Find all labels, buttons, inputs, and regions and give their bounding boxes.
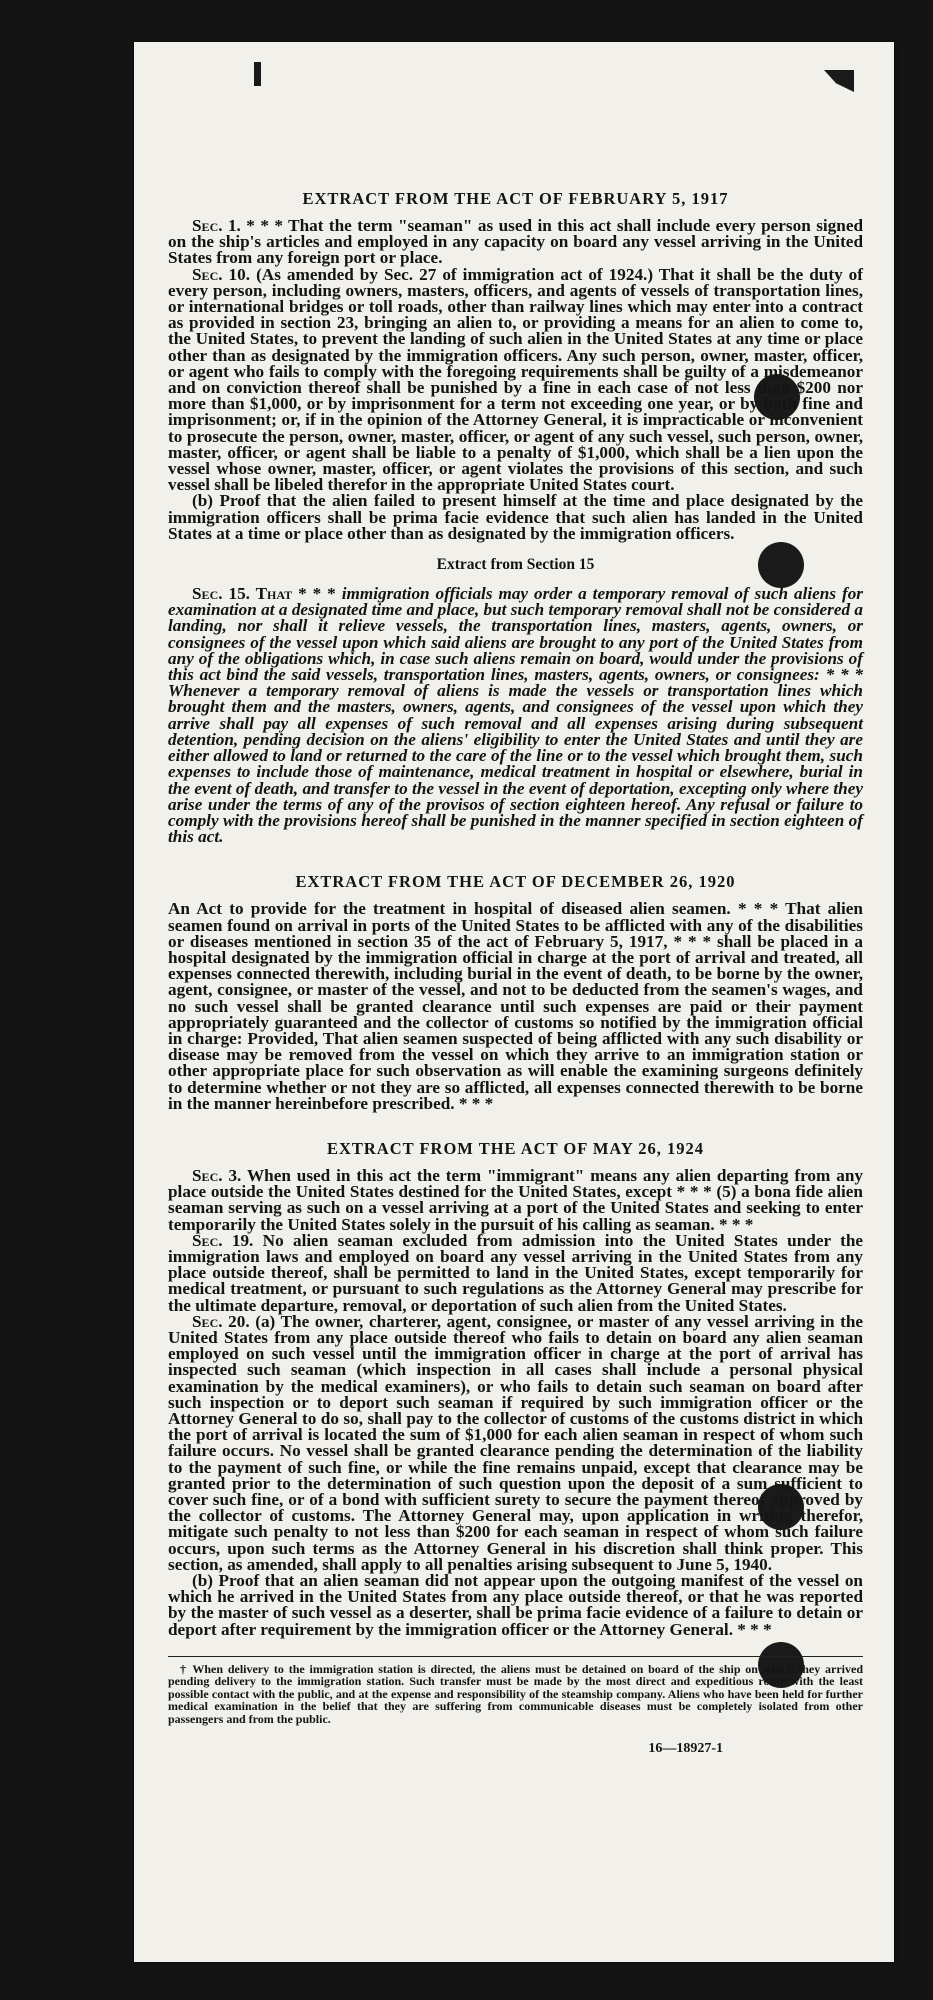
- document-body: [168, 142, 863, 1757]
- sec3-label: Sec. 3.: [192, 1165, 242, 1185]
- paragraph-sec19: [168, 1230, 864, 1315]
- scan-mark-top-right: [824, 70, 854, 92]
- sec1-text: That the term "seaman" as used in this act shall include every person signed on the ship's articles and employed in any capacity on board any vessel arriving in the United States from any foreign port or place.: [168, 216, 864, 268]
- heading-section-15: Extract from Section 15: [436, 556, 595, 574]
- sec19-text: No alien seaman excluded from admission into the United States under the immigration laws and employed on board any vessel arriving in the United States from any place outside thereof, shall be permitted to land in the United States, except temporarily for medical treatment, or pursuant to such regulations as the Attorney General may prescribe for the ultimate departure, removal, or deportation of such alien from the United States.: [168, 1230, 864, 1315]
- paragraph-sec10b: (b) Proof that the alien failed to present himself at the time and place designated by the immigration officers shall be prima facie evidence that such alien has landed in the United States at a time or place other than as designated by the immigration officers.: [168, 491, 863, 543]
- heading-act-1920: EXTRACT FROM THE ACT OF DECEMBER 26, 1920: [295, 872, 736, 892]
- sec19-label: Sec. 19.: [192, 1230, 254, 1250]
- heading-act-1917: EXTRACT FROM THE ACT OF FEBRUARY 5, 1917: [302, 189, 729, 208]
- paragraph-sec20b: (b) Proof that an alien seaman did not appear upon the outgoing manifest of the vessel on which he arrived in the United States from any place outside thereof, or that he was reported by the master of such vessel as a deserter, shall be prima facie evidence of a failure to detain or deport after requirement by the immigration officer or the Attorney General. * * *: [168, 1571, 863, 1639]
- heading-act-1924: EXTRACT FROM THE ACT OF MAY 26, 1924: [326, 1138, 705, 1158]
- sec1-label: Sec. 1. * * *: [192, 216, 283, 235]
- paragraph-sec3: [168, 1165, 863, 1234]
- sec15-label: Sec. 15. That * * *: [192, 584, 336, 604]
- form-code: 16—18927-1: [648, 1741, 723, 1757]
- paragraph-sec15: [168, 586, 863, 845]
- paragraph-sec1: [168, 218, 863, 267]
- scan-mark-top-left: [254, 62, 261, 86]
- sec15-text: immigration officials may order a temporary removal of such aliens for examination at a designated time and place, but such temporary removal shall not be considered a landing, nor shall it relieve vessels, the transportation lines, masters, agents, owners, or consignees of the vessel upon which said aliens are brought to any port of the United States from any of the obligations which, in case such aliens remain on board, would under the provisions of this act bind the said vessels, transportation lines, masters, agents, owners, or consignees: * * * Whenever a temporary removal of aliens is made the vessels or transportation lines which brought them and the masters, owners, agents, and consignees of the vessel upon which they arrive shall pay all expenses of such removal and all expenses arising during subsequent detention, pending decision on the aliens' eligibility to enter the United States and until they are either allowed to land or returned to the care of the line or to the vessel which brought them, such expenses to include those of maintenance, medical treatment in hospital or elsewhere, burial in the event of death, and transfer to the vessel in the event of deportation, excepting only where they arise under the terms of any of the provisos of section eighteen hereof. Any refusal or failure to comply with the provisions hereof shall be punished in the manner specified in section eighteen of this act.: [168, 584, 863, 847]
- footnote-divider: [168, 1656, 863, 1657]
- paragraph-sec10: [168, 264, 864, 495]
- paragraph-sec20: [168, 1311, 864, 1574]
- footnote: † When delivery to the immigration station is directed, the aliens must be detained on board of the ship on which they arrived pending delivery to the immigration station. Such transfer must be made by the most direct and expeditious route with the least possible contact with the public, and at the expense and responsibility of the steamship company. Aliens who have been held for further medical examination in the belief that they are suffering from communicable diseases must be completely isolated from other passengers and from the public.: [168, 1661, 863, 1726]
- sec3-text: When used in this act the term "immigrant" means any alien departing from any place outside the United States destined for the United States, except * * * (5) a bona fide alien seaman serving as such on a vessel arriving at a port of the United States and seeking to enter temporarily the United States solely in the pursuit of his calling as seaman. * * *: [168, 1165, 863, 1234]
- document-page: [134, 42, 894, 1962]
- paragraph-act-1920: An Act to provide for the treatment in hospital of diseased alien seamen. * * * That alien seamen found on arrival in ports of the United States to be afflicted with any of the disabilities or diseases mentioned in section 35 of the act of February 5, 1917, * * * shall be placed in a hospital designated by the immigration official in charge at the port of arrival and treated, all expenses connected therewith, including burial in the event of death, to be borne by the owner, agent, consignee, or master of the vessel, and not to be deducted from the seamen's wages, and no such vessel shall be granted clearance until such expenses are paid or their payment appropriately guaranteed and the collector of customs so notified by the immigration official in charge: Provided, That alien seamen suspected of being afflicted with any such disability or disease may be removed from the vessel on which they arrive to an immigration station or other appropriate place for such observation as will enable the examining surgeons definitely to determine whether or not they are so afflicted, all expenses connected therewith to be borne in the manner hereinbefore prescribed. * * *: [168, 899, 863, 1113]
- sec20-text: (a) The owner, charterer, agent, consignee, or master of any vessel arriving in the United States from any place outside thereof who fails to detain on board any alien seaman employed on such vessel until the immigration officer in charge at the port of arrival has inspected such seaman (which inspection in all cases shall include a personal physical examination by the medical examiners), or who fails to detain such seaman on board after such inspection or to deport such seaman if required by such immigration officer or the Attorney General to do so, shall pay to the collector of customs of the customs district in which the port of arrival is located the sum of $1,000 for each alien seaman in respect of whom such failure occurs. No vessel shall be granted clearance pending the determination of the liability to the payment of such fine, or while the fine remains unpaid, except that clearance may be granted prior to the determination of such question upon the deposit of a sum sufficient to cover such fine, or of a bond with sufficient surety to secure the payment thereof approved by the collector of customs. The Attorney General may, upon application in writing therefor, mitigate such penalty to not less than $200 for each seaman in respect of whom such failure occurs, upon such terms as the Attorney General in his discretion shall think proper. This section, as amended, shall apply to all penalties arising subsequent to June 5, 1940.: [168, 1311, 864, 1574]
- sec10-label: Sec. 10.: [192, 264, 251, 284]
- sec10-text: (As amended by Sec. 27 of immigration act of 1924.) That it shall be the duty of every person, including owners, masters, officers, and agents of vessels of transportation lines, or international bridges or toll roads, other than railway lines which may enter into a contract as provided in section 23, bringing an alien to, or providing a means for an alien to come to, the United States, to prevent the landing of such alien in the United States at any time or place other than as designated by the immigration officers. Any such person, owner, master, officer, or agent who fails to comply with the foregoing requirements shall be guilty of a misdemeanor and on conviction thereof shall be punished by a fine in each case of not less than $200 nor more than $1,000, or by imprisonment for a term not exceeding one year, or by both fine and imprisonment; or, if in the opinion of the Attorney General, it is impracticable or inconvenient to prosecute the person, owner, master, officer, or agent of any such vessel, such person, owner, master, officer, or agent shall be liable to a penalty of $1,000, which shall be a lien upon the vessel whose owner, master, officer, or agent violates the provisions of this section, and such vessel shall be libeled therefor in the appropriate United States court.: [168, 264, 864, 495]
- sec20-label: Sec. 20.: [192, 1311, 250, 1331]
